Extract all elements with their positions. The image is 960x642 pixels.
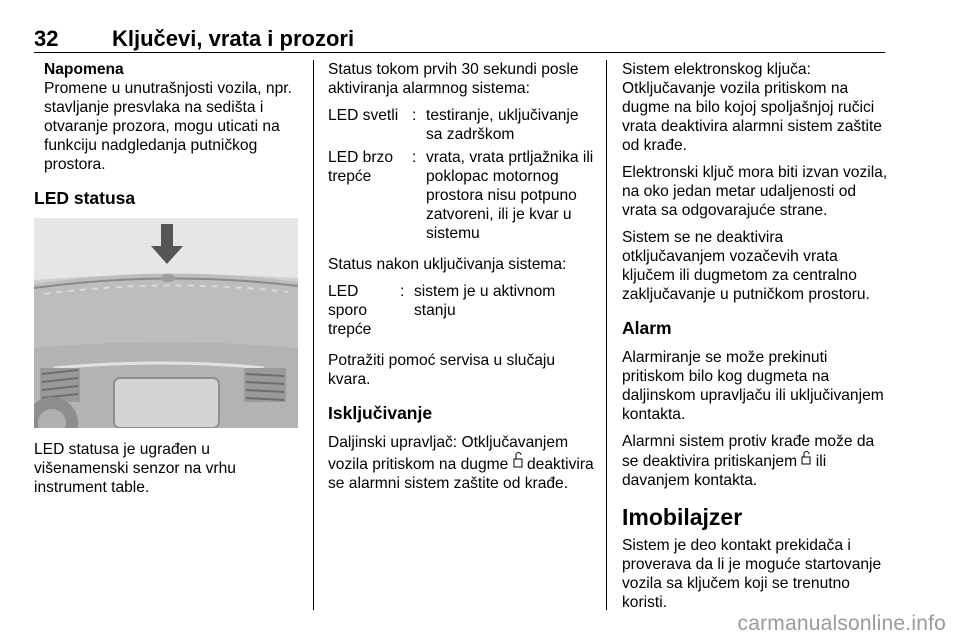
remote-text-before: Daljinski upravljač: Otključavanjem vozila pritiskom na dugme [328,434,569,473]
electronic-key-text: Sistem elektronskog ključa: Otključavanje vozila pritiskom na dugme na bilo kojoj spoljašnjoj ručici vrata deaktivira alarmni sistem zaštite od krađe. [622,61,882,154]
column-divider [313,60,314,610]
chapter-title: Ključevi, vrata i prozori [112,26,355,51]
page-number: 32 [34,26,59,51]
status-desc: sistem je u aktivnom stanju [414,283,556,319]
status-after-intro: Status nakon uključivanja sistema: [328,256,567,273]
column-middle [328,60,596,501]
status-term: LED svetli [328,107,399,124]
status-row [328,106,596,144]
note-text: Promene u unutrašnjosti vozila, npr. stavljanje presvlaka na sedišta i otvaranje prozora, mogu uticati na funkciju nadgledanja putničkog prostora. [44,80,292,173]
status-desc: testiranje, uključivanje sa zadrškom [426,107,579,143]
watermark: carmanualsonline.info [737,612,946,635]
no-deactivate-text: Sistem se ne deaktivira otključavanjem vozačevih vrata ključem ili dugmetom za centralno zaključavanje u putničkom prostoru. [622,229,870,303]
remote-text-after: deaktivira se alarmni sistem zaštite od krađe. [328,456,594,492]
unlock-icon [513,452,523,473]
led-status-heading: LED statusa [34,188,136,208]
note-box [34,60,302,174]
status-sep: : [412,107,417,124]
alarm-deactivate-after: ili davanjem kontakta. [622,453,827,489]
alarm-deactivate-before: Alarmni sistem protiv krađe može da se deaktivira pritiskanjem [622,433,875,470]
key-distance-text: Elektronski ključ mora biti izvan vozila, na oko jedan metar udaljenosti od vrata sa odgovarajuće strane. [622,164,888,219]
immobilizer-text: Sistem je deo kontakt prekidača i proverava da li je moguće startovanje vozila sa ključem koji se trenutno koristi. [622,537,882,611]
column-divider [606,60,607,610]
status-sep: : [400,283,405,300]
column-right [622,60,890,620]
service-text: Potražiti pomoć servisa u slučaju kvara. [328,352,556,388]
remote-paragraph [328,433,596,493]
status-after-row [328,282,596,339]
dashboard-illustration [34,218,298,428]
led-sensor [161,274,175,282]
status-term: LED sporo trepće [328,283,372,338]
note-title: Napomena [44,61,124,78]
immobilizer-heading: Imobilajzer [622,504,743,530]
status-term: LED brzo trepće [328,149,394,185]
unlock-icon [801,451,811,470]
figure-caption: LED statusa je ugrađen u višenamenski senzor na vrhu instrument table. [34,441,236,496]
alarm-heading: Alarm [622,318,672,338]
dashboard-figure [34,218,298,428]
alarm-text: Alarmiranje se može prekinuti pritiskom bilo kog dugmeta na daljinskom upravljaču ili uključivanjem kontakta. [622,349,884,423]
alarm-deactivate-paragraph [622,432,890,490]
page-header [34,22,885,53]
status-row [328,148,596,243]
status-intro: Status tokom prvih 30 sekundi posle aktiviranja alarmnog sistema: [328,61,579,97]
status-desc: vrata, vrata prtljažnika ili poklopac motornog prostora nisu potpuno zatvoreni, ili je kvar u sistemu [426,149,594,242]
deactivation-heading: Isključivanje [328,403,433,423]
column-left [34,60,302,497]
status-sep: : [412,149,417,166]
